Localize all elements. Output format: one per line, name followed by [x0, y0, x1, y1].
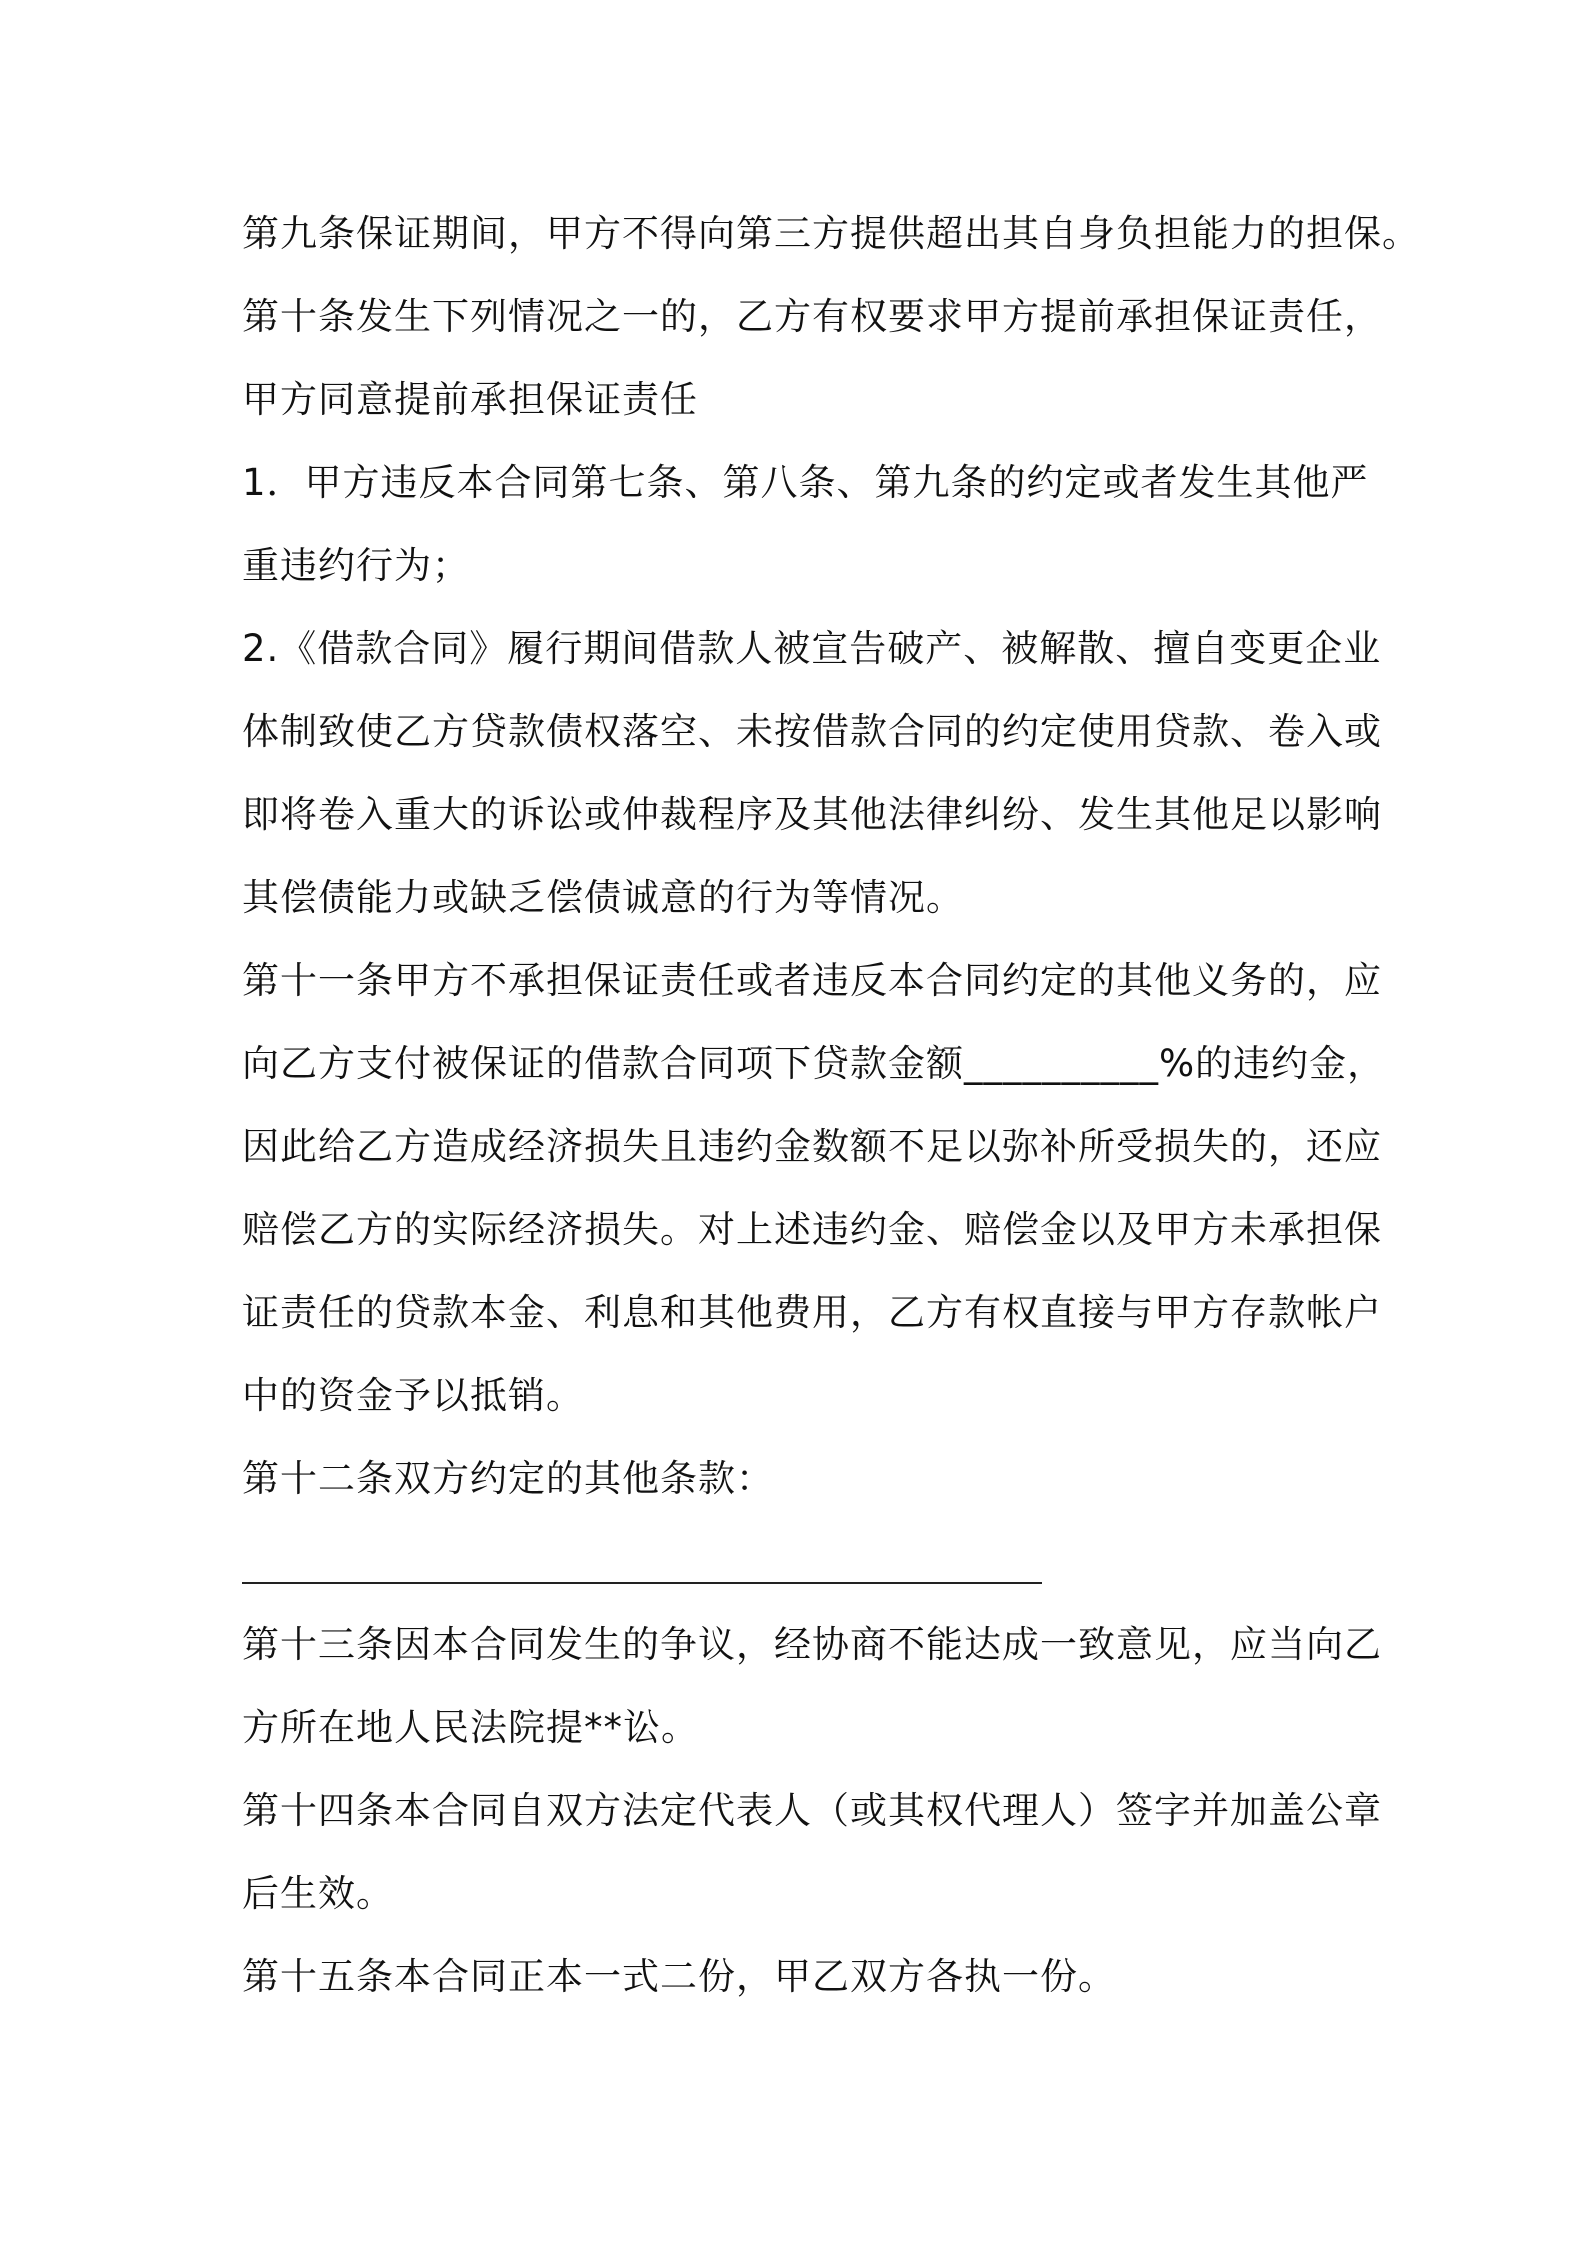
text-line: 甲方同意提前承担保证责任: [242, 378, 698, 421]
text-line: 第十三条因本合同发生的争议，经协商不能达成一致意见，应当向乙: [242, 1623, 1382, 1666]
text-line: 第十四条本合同自双方法定代表人（或其权代理人）签字并加盖公章: [242, 1789, 1382, 1832]
contract-text: [242, 192, 1420, 2018]
text-line: 第十二条双方约定的其他条款：: [242, 1457, 774, 1500]
text-line: 1．甲方违反本合同第七条、第八条、第九条的约定或者发生其他严: [242, 461, 1369, 504]
text-line: 体制致使乙方贷款债权落空、未按借款合同的约定使用贷款、卷入或: [242, 710, 1382, 753]
blank-fill-line: [242, 1520, 1362, 1603]
text-line: 2.《借款合同》履行期间借款人被宣告破产、被解散、擅自变更企业: [242, 627, 1382, 670]
text-line: 重违约行为；: [242, 544, 470, 587]
text-line: 第九条保证期间，甲方不得向第三方提供超出其自身负担能力的担保。: [242, 212, 1420, 255]
text-line: 赔偿乙方的实际经济损失。对上述违约金、赔偿金以及甲方未承担保: [242, 1208, 1382, 1251]
text-line: 即将卷入重大的诉讼或仲裁程序及其他法律纠纷、发生其他足以影响: [242, 793, 1382, 836]
underline-rule: [242, 1582, 1042, 1584]
text-line: 第十一条甲方不承担保证责任或者违反本合同约定的其他义务的，应: [242, 959, 1382, 1002]
text-line: 其偿债能力或缺乏偿债诚意的行为等情况。: [242, 876, 964, 919]
text-line: 第十五条本合同正本一式二份，甲乙双方各执一份。: [242, 1955, 1116, 1998]
text-line: 中的资金予以抵销。: [242, 1374, 584, 1417]
text-line: 第十条发生下列情况之一的，乙方有权要求甲方提前承担保证责任，: [242, 295, 1382, 338]
text-line: 因此给乙方造成经济损失且违约金数额不足以弥补所受损失的，还应: [242, 1125, 1382, 1168]
text-line: 向乙方支付被保证的借款合同项下贷款金额__________%的违约金，: [242, 1042, 1386, 1085]
text-line: 后生效。: [242, 1872, 394, 1915]
text-line: 证责任的贷款本金、利息和其他费用，乙方有权直接与甲方存款帐户: [242, 1291, 1382, 1334]
text-line: 方所在地人民法院提**讼。: [242, 1706, 699, 1749]
